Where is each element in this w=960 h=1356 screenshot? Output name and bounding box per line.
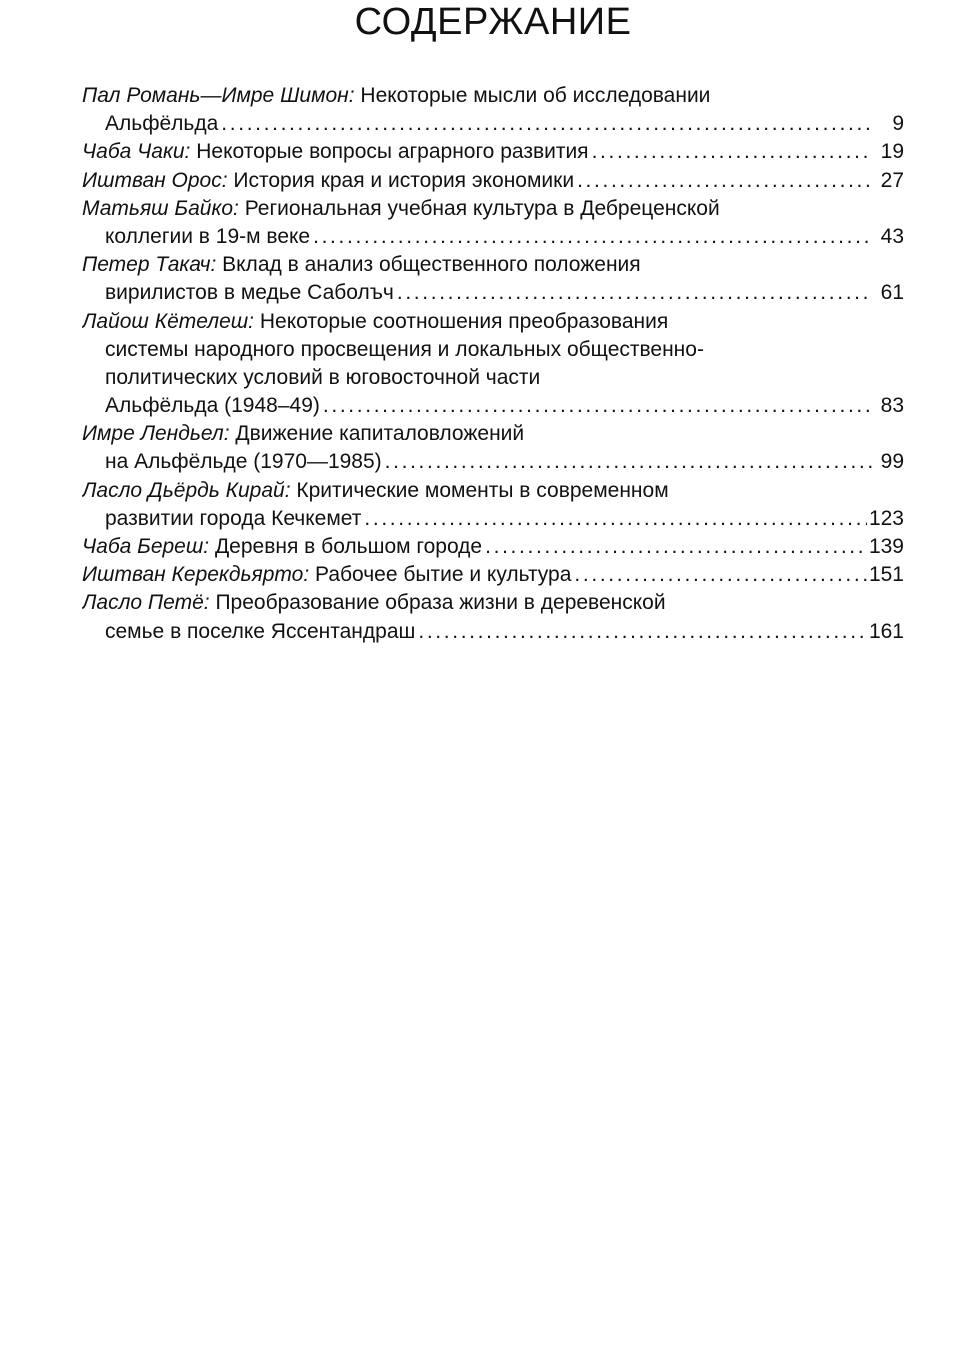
toc-entry-line: [82, 420, 904, 448]
toc-entry-line: [82, 82, 904, 110]
toc-entry-line: [82, 392, 904, 420]
toc-entry-line: [82, 364, 904, 392]
toc-entry-line: [82, 618, 904, 646]
toc-entry-line: [82, 138, 904, 166]
toc-entry-text: [105, 448, 382, 476]
toc-entry-text: [105, 279, 394, 307]
toc-title-text: Движение капиталовложений: [229, 422, 525, 446]
toc-title-text: Вклад в анализ общественного положения: [216, 253, 641, 277]
toc-author: Петер Такач:: [82, 253, 217, 277]
toc-title-text: Критические моменты в современном: [290, 478, 669, 502]
toc-entry-text: [82, 253, 641, 276]
toc-entry-line: [82, 308, 904, 336]
toc-author: Чаба Береш:: [82, 535, 210, 558]
toc-entry-text: [105, 223, 310, 251]
toc-entry-text: [82, 138, 589, 166]
toc-entry-line: [82, 533, 904, 561]
toc-entry-line: [82, 336, 904, 364]
toc-entry-text: [105, 505, 361, 533]
toc-entry: [82, 138, 904, 166]
dot-leader: [361, 505, 867, 533]
dot-leader: [320, 392, 872, 420]
toc-author: Иштван Керекдьярто:: [82, 563, 310, 587]
toc-title-text: на Альфёльде (1970—1985): [105, 450, 382, 474]
toc-author: Ласло Петё:: [82, 591, 210, 615]
toc-author: Имре Лендьел:: [82, 422, 230, 446]
toc-author: Иштван Орос:: [82, 168, 228, 192]
toc-entry-text: [82, 561, 571, 589]
toc-entry: [82, 251, 904, 307]
toc-page-number: 123: [868, 506, 904, 530]
toc-page-number: 61: [880, 281, 904, 305]
toc-entry: [82, 477, 904, 533]
dot-leader: [482, 533, 867, 561]
toc-entry-line: [82, 167, 904, 195]
toc-title-text: Альфёльда: [105, 112, 219, 136]
toc-entry-text: [82, 84, 710, 107]
dot-leader: [415, 618, 867, 646]
toc-entry-line: [82, 448, 904, 476]
toc-entry-text: [82, 479, 669, 502]
toc-page-number: 19: [880, 140, 904, 164]
toc-author: Ласло Дьёрдь Кирай:: [82, 478, 291, 502]
toc-entry: [82, 533, 904, 561]
toc-entry-line: [82, 279, 904, 307]
toc-title-text: История края и история экономики: [227, 168, 575, 192]
toc-page-number: 43: [880, 224, 904, 248]
toc-page-number: 83: [880, 394, 904, 418]
table-of-contents: [82, 82, 904, 646]
toc-title-text: семье в поселке Яссентандраш: [105, 619, 416, 643]
toc-page-number: 161: [868, 619, 904, 643]
toc-entry-text: [105, 618, 415, 646]
toc-entry-text: [105, 338, 704, 361]
toc-entry-text: [105, 110, 218, 138]
toc-page-number: 99: [880, 450, 904, 474]
toc-entry-text: [82, 533, 482, 561]
toc-title-text: коллегии в 19-м веке: [105, 224, 311, 248]
toc-entry-text: [105, 366, 540, 389]
dot-leader: [382, 448, 872, 476]
toc-entry-line: [82, 195, 904, 223]
toc-entry: [82, 561, 904, 589]
dot-leader: [218, 110, 872, 138]
toc-title-text: Некоторые соотношения преобразования: [254, 309, 669, 333]
toc-entry: [82, 420, 904, 476]
toc-author: Чаба Чаки:: [82, 140, 191, 164]
toc-entry-line: [82, 589, 904, 617]
toc-title-text: вирилистов в медье Саболъч: [105, 281, 394, 305]
toc-entry: [82, 308, 904, 421]
toc-page-number: 27: [880, 168, 904, 192]
toc-title-text: Некоторые вопросы аграрного развития: [190, 140, 589, 164]
toc-author: Пал Романь—Имре Шимон:: [82, 84, 355, 107]
toc-entry-text: [82, 167, 574, 195]
toc-title-text: развитии города Кечкемет: [105, 506, 362, 530]
toc-page-number: 9: [892, 112, 904, 136]
toc-title-text: Рабочее бытие и культура: [309, 563, 572, 587]
toc-title-text: системы народного просвещения и локальных общественно-: [105, 337, 704, 361]
toc-entry-line: [82, 251, 904, 279]
toc-entry-line: [82, 505, 904, 533]
toc-entry-line: [82, 223, 904, 251]
toc-author: Матьяш Байко:: [82, 196, 239, 220]
dot-leader: [571, 561, 867, 589]
toc-title-text: Некоторые мысли об исследовании: [354, 84, 711, 107]
dot-leader: [589, 138, 872, 166]
toc-entry: [82, 167, 904, 195]
dot-leader: [574, 167, 872, 195]
toc-entry: [82, 82, 904, 138]
toc-title-text: Альфёльда (1948–49): [105, 394, 320, 418]
toc-entry-line: [82, 561, 904, 589]
toc-author: Лайош Кётелеш:: [82, 309, 255, 333]
dot-leader: [394, 279, 872, 307]
toc-page-number: 151: [868, 563, 904, 587]
toc-title-text: Региональная учебная культура в Дебреценской: [238, 196, 720, 220]
toc-entry-line: [82, 477, 904, 505]
toc-title-text: Преобразование образа жизни в деревенской: [209, 591, 666, 615]
toc-entry-text: [105, 392, 320, 420]
dot-leader: [310, 223, 872, 251]
toc-entry-text: [82, 422, 524, 445]
toc-title-text: Деревня в большом городе: [209, 535, 483, 558]
toc-entry: [82, 589, 904, 645]
toc-entry-text: [82, 310, 668, 333]
toc-entry-text: [82, 591, 666, 614]
toc-title-text: политических условий в юговосточной части: [105, 365, 541, 389]
page-title: СОДЕРЖАНИЕ: [354, 1, 632, 43]
toc-page-number: 139: [868, 535, 904, 558]
toc-entry: [82, 195, 904, 251]
toc-entry-text: [82, 197, 720, 220]
toc-entry-line: [82, 110, 904, 138]
